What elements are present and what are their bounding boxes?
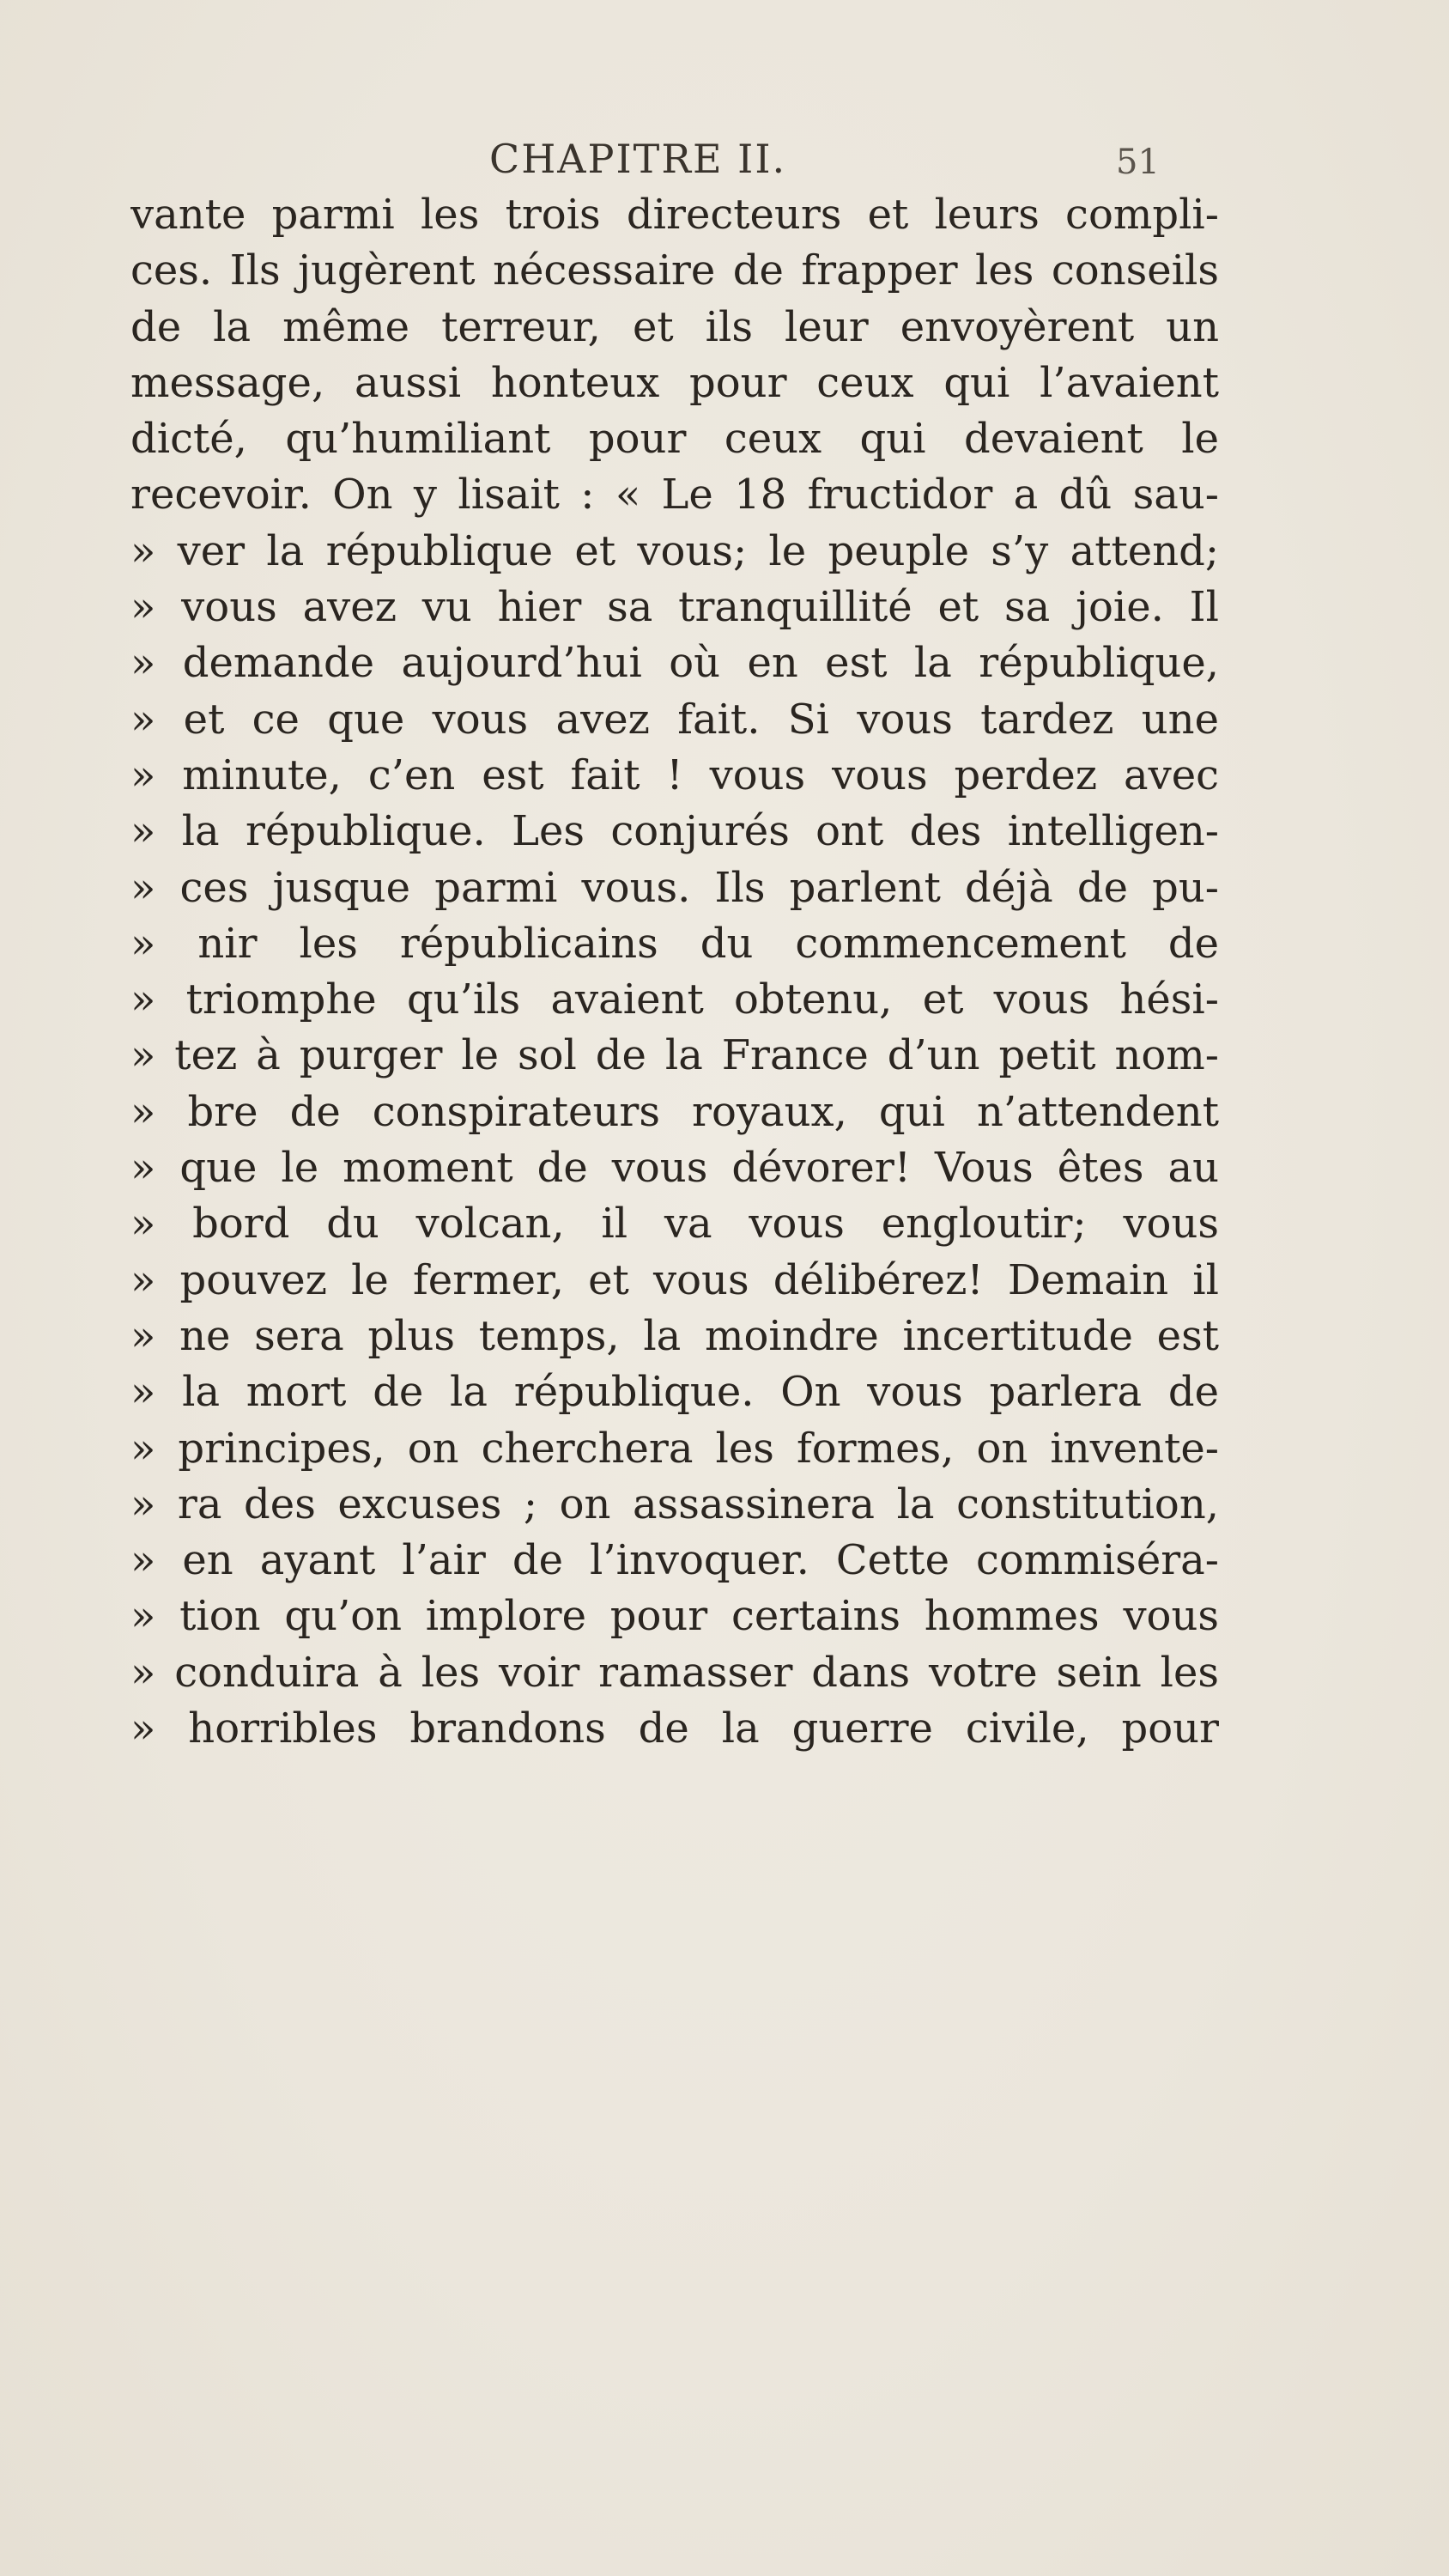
text-line: » conduira à les voir ramasser dans votre sein les: [130, 1648, 1219, 1697]
text-line: » bord du volcan, il va vous engloutir; vous: [130, 1200, 1219, 1249]
page-number: 51: [1116, 143, 1160, 182]
text-line: » triomphe qu’ils avaient obtenu, et vous hési-: [130, 975, 1219, 1024]
text-line: vante parmi les trois directeurs et leurs compli-: [130, 191, 1219, 239]
text-line: » la république. Les conjurés ont des intelligen-: [130, 807, 1219, 856]
text-line: message, aussi honteux pour ceux qui l’avaient: [130, 358, 1219, 407]
text-line: » vous avez vu hier sa tranquillité et sa joie. Il: [130, 583, 1219, 632]
text-line: » principes, on cherchera les formes, on invente-: [130, 1424, 1219, 1473]
text-line: » tez à purger le sol de la France d’un petit nom-: [130, 1031, 1219, 1080]
text-line: » ver la république et vous; le peuple s’y attend;: [130, 526, 1219, 575]
text-line: » nir les républicains du commencement de: [130, 919, 1219, 968]
text-line: » bre de conspirateurs royaux, qui n’attendent: [130, 1087, 1219, 1136]
text-line: » en ayant l’air de l’invoquer. Cette commiséra-: [130, 1536, 1219, 1585]
text-line: » demande aujourd’hui où en est la république,: [130, 639, 1219, 688]
text-line: » minute, c’en est fait ! vous vous perdez avec: [130, 750, 1219, 799]
chapter-title: CHAPITRE II.: [489, 136, 787, 182]
text-line: » ra des excuses ; on assassinera la constitution,: [130, 1479, 1219, 1528]
text-line: » que le moment de vous dévorer! Vous êtes au: [130, 1144, 1219, 1193]
text-line: dicté, qu’humiliant pour ceux qui devaient le: [130, 415, 1219, 464]
text-line: de la même terreur, et ils leur envoyèrent un: [130, 302, 1219, 351]
text-line: ces. Ils jugèrent nécessaire de frapper les conseils: [130, 246, 1219, 295]
text-line: » ces jusque parmi vous. Ils parlent déjà de pu-: [130, 863, 1219, 912]
text-line: » horribles brandons de la guerre civile, pour: [130, 1704, 1219, 1753]
text-line: » pouvez le fermer, et vous délibérez! Demain il: [130, 1255, 1219, 1304]
running-head: [0, 129, 1449, 189]
text-line: recevoir. On y lisait : « Le 18 fructidor a dû sau-: [130, 471, 1219, 519]
text-line: » et ce que vous avez fait. Si vous tardez une: [130, 695, 1219, 744]
body-text: [130, 187, 1219, 1757]
text-line: » ne sera plus temps, la moindre incertitude est: [130, 1311, 1219, 1360]
text-line: » la mort de la république. On vous parlera de: [130, 1368, 1219, 1417]
text-line: » tion qu’on implore pour certains hommes vous: [130, 1592, 1219, 1641]
